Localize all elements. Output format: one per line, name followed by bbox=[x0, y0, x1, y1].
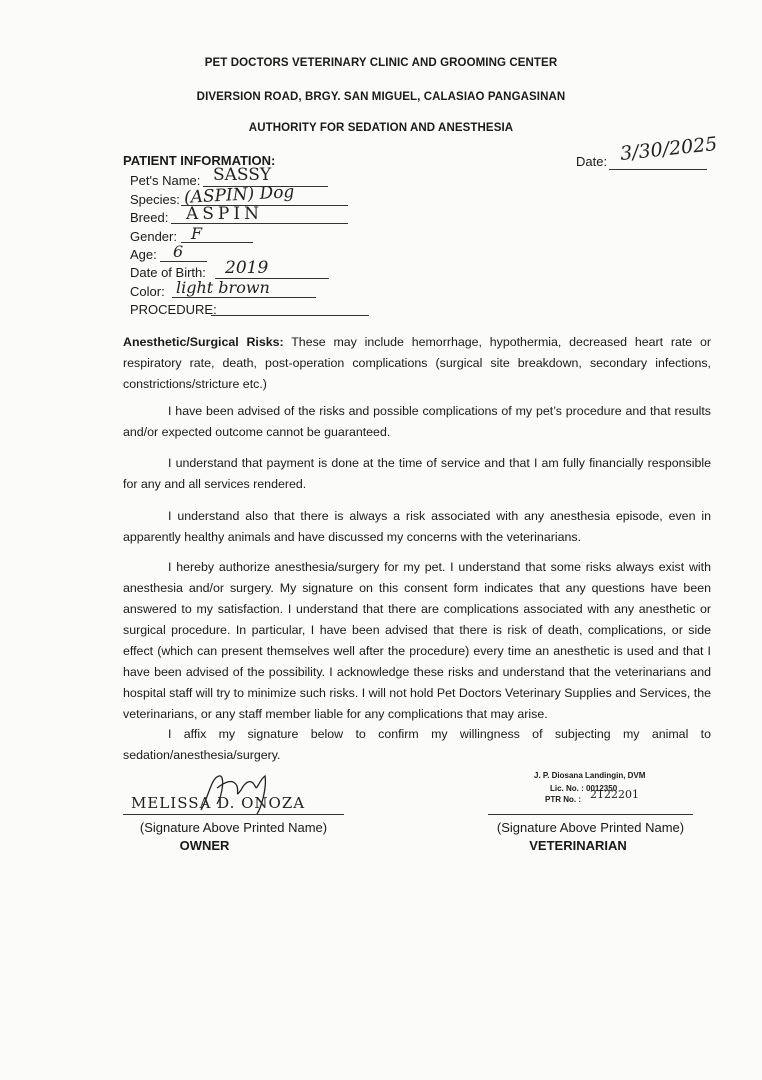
procedure-label: PROCEDURE: bbox=[130, 302, 217, 317]
paragraph-advised: I have been advised of the risks and possible complications of my pet’s procedure and that results and/or expected outcome cannot be guaranteed. bbox=[123, 404, 711, 439]
paragraph-payment: I understand that payment is done at the time of service and that I am fully financially responsible for any and all services rendered. bbox=[123, 456, 711, 491]
paragraph-risk-anesthesia: I understand also that there is always a risk associated with any anesthesia episode, even in apparently healthy animals and have discussed my concerns with the veterinarians. bbox=[123, 509, 711, 544]
species-label: Species: bbox=[130, 192, 180, 207]
owner-printed-name: MELISSA D. ONOZA bbox=[131, 794, 306, 812]
breed-label: Breed: bbox=[130, 210, 169, 225]
vet-role: VETERINARIAN bbox=[529, 838, 627, 853]
vet-stamp-name: J. P. Diosana Landingin, DVM bbox=[534, 771, 646, 780]
vet-stamp-ptr-label: PTR No. : bbox=[545, 795, 581, 804]
owner-role: OWNER bbox=[179, 838, 230, 853]
owner-caption: (Signature Above Printed Name) bbox=[139, 820, 328, 835]
risks-paragraph bbox=[123, 332, 711, 395]
gender-label: Gender: bbox=[130, 229, 177, 244]
dob-label: Date of Birth: bbox=[130, 265, 206, 280]
age-label: Age: bbox=[130, 247, 157, 262]
pet-name-value: SASSY bbox=[213, 165, 272, 185]
color-line bbox=[172, 297, 316, 298]
form-title: AUTHORITY FOR SEDATION AND ANESTHESIA bbox=[248, 122, 514, 134]
date-line bbox=[609, 169, 707, 170]
pet-name-label: Pet's Name: bbox=[130, 173, 201, 188]
gender-value: F bbox=[191, 224, 203, 243]
date-label: Date: bbox=[576, 154, 608, 169]
color-value: light brown bbox=[176, 278, 270, 297]
vet-caption: (Signature Above Printed Name) bbox=[496, 820, 685, 835]
breed-value: ASPIN bbox=[186, 204, 263, 224]
color-label: Color: bbox=[130, 284, 165, 299]
patient-info-heading: PATIENT INFORMATION: bbox=[123, 153, 276, 168]
vet-signature-line bbox=[488, 814, 693, 815]
clinic-address: DIVERSION ROAD, BRGY. SAN MIGUEL, CALASIAO PANGASINAN bbox=[196, 91, 566, 103]
owner-signature-line bbox=[123, 814, 344, 815]
paragraph-affix: I affix my signature below to confirm my willingness of subjecting my animal to sedation/anesthesia/surgery. bbox=[123, 727, 711, 762]
age-value: 6 bbox=[173, 242, 184, 261]
vet-stamp-lic: Lic. No. : 0012350 bbox=[550, 784, 618, 793]
risks-text: These may include hemorrhage, hypothermia, decreased heart rate or respiratory rate, death, post-operation complications (surgical site breakdown, secondary infections, constrictions/stricture etc.) bbox=[123, 335, 712, 391]
clinic-name: PET DOCTORS VETERINARY CLINIC AND GROOMING CENTER bbox=[204, 57, 558, 69]
vet-ptr-value: 2122201 bbox=[590, 788, 639, 801]
dob-value: 2019 bbox=[225, 258, 269, 278]
risks-label: Anesthetic/Surgical Risks: bbox=[123, 335, 284, 349]
species-value: (ASPIN) Dog bbox=[183, 182, 295, 208]
procedure-line bbox=[211, 315, 369, 316]
date-value: 3/30/2025 bbox=[619, 132, 719, 166]
age-line bbox=[160, 261, 207, 262]
paragraph-authorize: I hereby authorize anesthesia/surgery for my pet. I understand that some risks always exist with anesthesia and/or surgery. My signature on this consent form indicates that any questions have been answered to my satisfaction. I understand that there are complications associated with any anesthetic or surgical procedure. In particular, I have been advised that there is risk of death, complications, or side effect (which can present themselves well after the procedure) every time an anesthetic is used and that I have been advised of the possibility. I acknowledge these risks and understand that the veterinarians and hospital staff will try to minimize such risks. I will not hold Pet Doctors Veterinary Supplies and Services, the veterinarians, or any staff member liable for any complications that may arise. bbox=[123, 560, 711, 721]
